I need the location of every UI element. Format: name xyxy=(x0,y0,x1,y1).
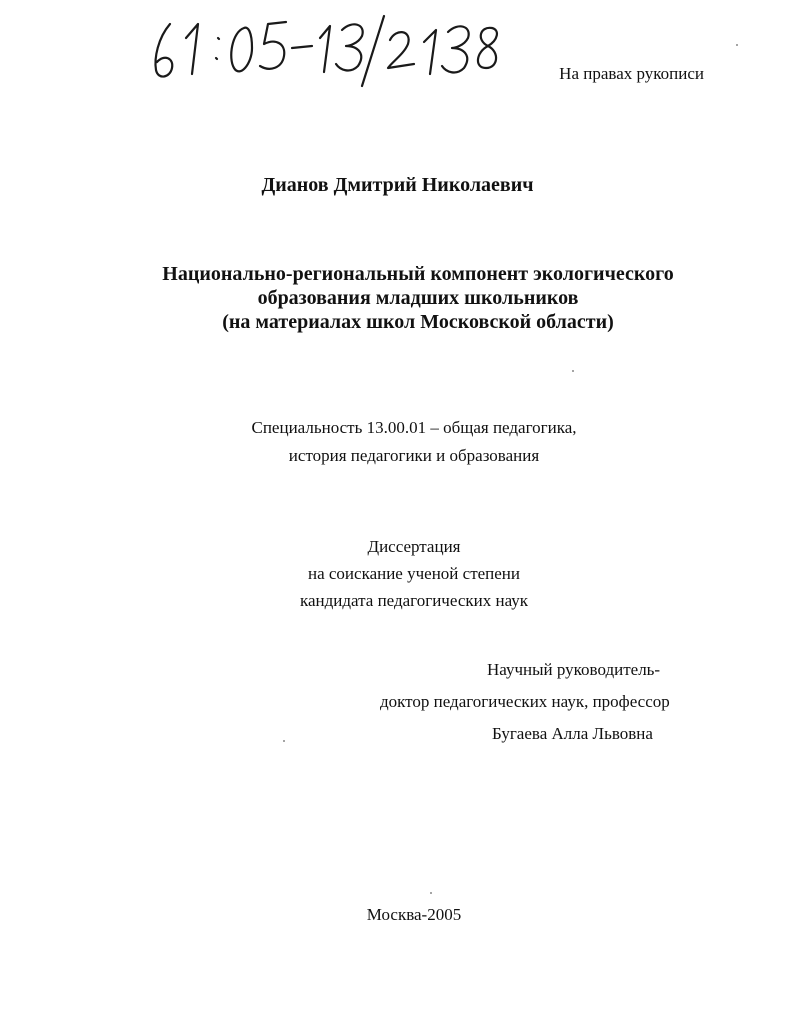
scan-speck xyxy=(283,740,285,742)
dissertation-line: на соискание ученой степени xyxy=(307,564,521,583)
thesis-title xyxy=(0,262,795,334)
dissertation-degree xyxy=(0,533,795,614)
advisor-line: доктор педагогических наук, профессор xyxy=(380,692,670,711)
scan-speck xyxy=(430,892,432,894)
dissertation-line: кандидата педагогических наук xyxy=(299,591,529,610)
advisor-line: Научный руководитель- xyxy=(487,660,661,679)
advisor-line: Бугаева Алла Львовна xyxy=(492,724,653,743)
author-name: Дианов Дмитрий Николаевич xyxy=(261,174,534,196)
dissertation-line: Диссертация xyxy=(367,537,461,556)
scan-speck xyxy=(572,370,574,372)
scan-speck xyxy=(736,44,738,46)
specialty xyxy=(0,414,795,470)
city-year: Москва-2005 xyxy=(366,905,462,924)
handwriting-strokes xyxy=(140,8,520,88)
specialty-line: история педагогики и образования xyxy=(288,446,540,465)
title-line: (на материалах школ Московской области) xyxy=(222,311,614,333)
title-line: Национально-региональный компонент экологического xyxy=(162,263,674,285)
handwritten-archive-number xyxy=(140,8,520,88)
specialty-line: Специальность 13.00.01 – общая педагогика, xyxy=(251,418,577,437)
manuscript-rights-note: На правах рукописи xyxy=(559,64,704,83)
scientific-advisor xyxy=(380,654,670,750)
title-line: образования младших школьников xyxy=(257,287,579,309)
